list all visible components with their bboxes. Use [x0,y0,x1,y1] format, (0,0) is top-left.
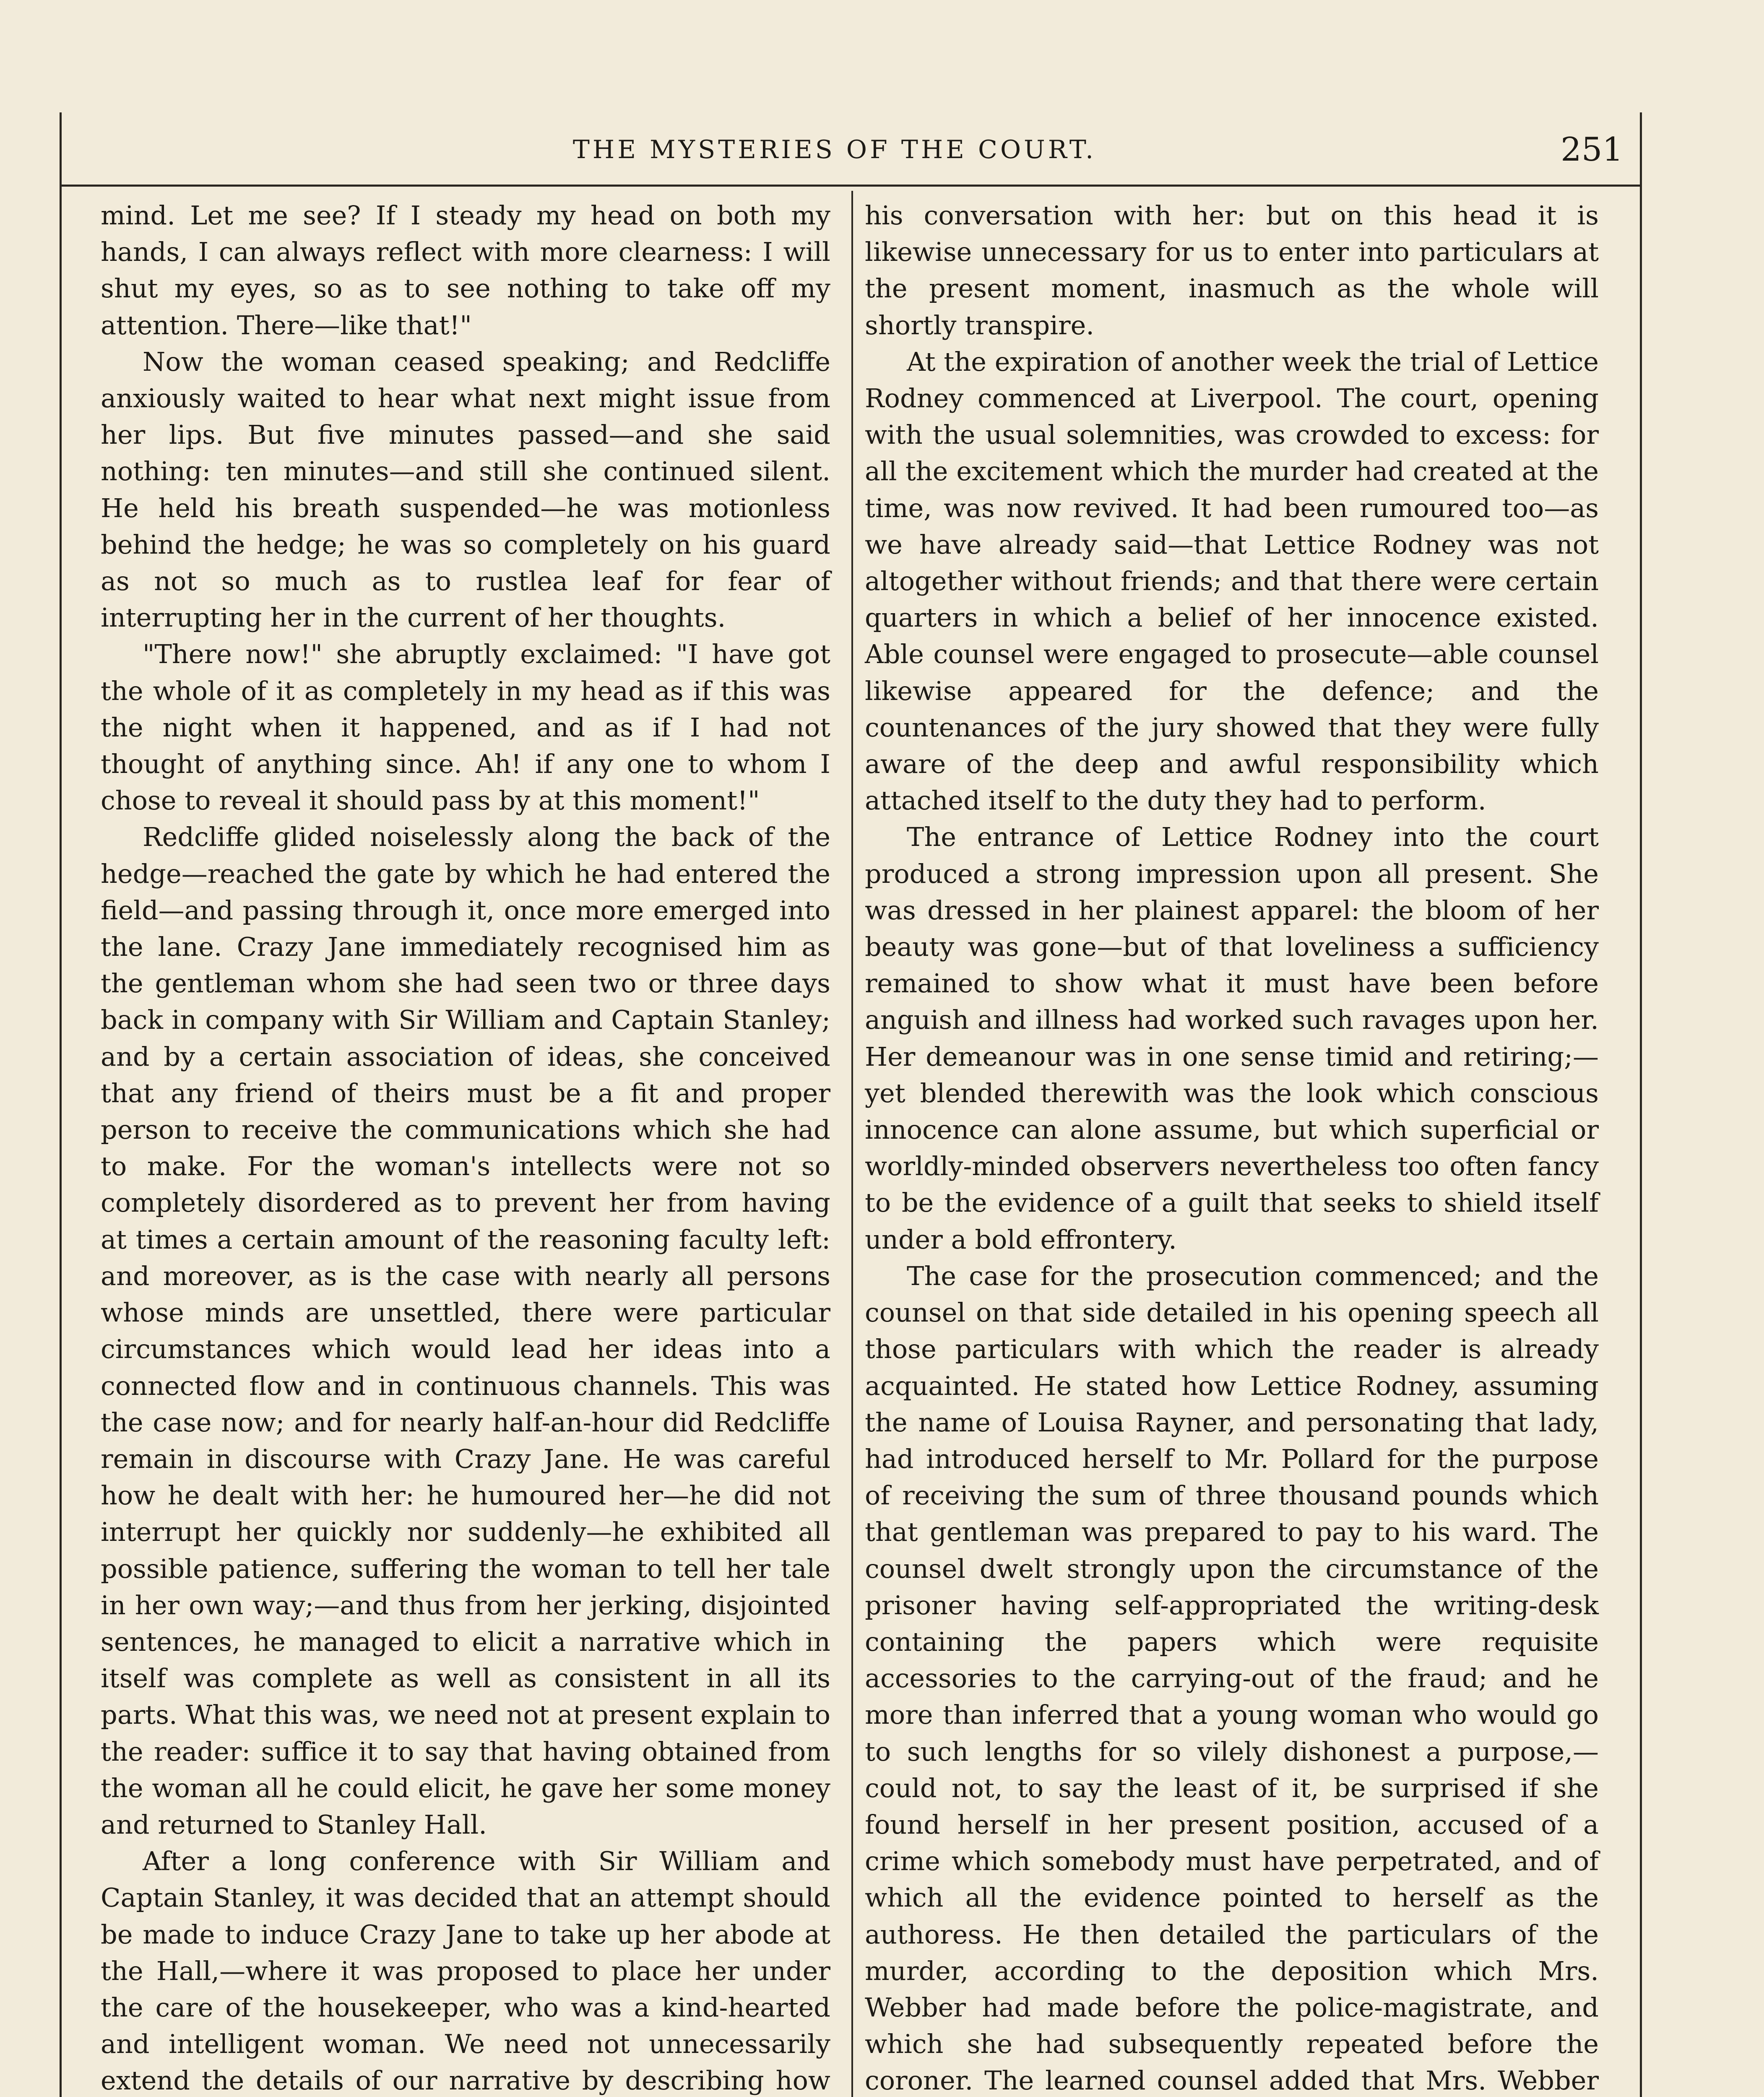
paragraph: After a long conference with Sir William and Captain Stanley, it was decided that an attempt should be made to induce Crazy Jane to take up her abode at the Hall,—where it was proposed to place her under the care of the housekeeper, who was a kind-hearted and intelligent woman. We need not unnecessarily extend the details of our narrative by describing how [101,1846,830,2096]
paragraph: Now the woman ceased speaking; and Redcliffe anxiously waited to hear what next might issue from her lips. But five minutes passed—and she said nothing: ten minutes—and still she continued silent. He held his breath suspended—he was motionless behind the hedge; he was so completely on his guard as not so much as to rustlea leaf for fear of interrupting her in the current of her thoughts. [101,346,830,633]
paragraph: The entrance of Lettice Rodney into the court produced a strong impression upon all present. She was dressed in her plainest apparel: the bloom of her beauty was gone—but of that loveliness a sufficiency remained to show what it must have been before anguish and illness had worked such ravages upon her. Her demeanour was in one sense timid and retiring;—yet blended therewith was the look which conscious innocence can alone assume, but which superficial or worldly-minded observers nevertheless too often fancy to be the evidence of a guilt that seeks to shield itself under a bold effrontery. [865,822,1599,1255]
left-border-rule [60,112,62,2097]
paragraph: "There now!" she abruptly exclaimed: "I have got the whole of it as completely in my head as if this was the night when it happened, and as if I had not thought of anything since. Ah! if any one to whom I chose to reveal it should pass by at this moment!" [101,639,830,816]
paragraph: At the expiration of another week the trial of Lettice Rodney commenced at Liverpool. The court, opening with the usual solemnities, was crowded to excess: for all the excitement which the murder had created at the time, was now revived. It had been rumoured too—as we have already said—that Lettice Rodney was not altogether without friends; and that there were certain quarters in which a belief of her innocence existed. Able counsel were engaged to prosecute—able counsel likewise appeared for the defence; and the countenances of the jury showed that they were fully aware of the deep and awful responsibility which attached itself to the duty they had to perform. [865,346,1599,816]
running-head: THE MYSTERIES OF THE COURT. [572,135,1097,164]
right-border-rule [1640,112,1642,2097]
page-number: 251 [1561,131,1623,169]
paragraph: Redcliffe glided noiselessly along the back of the hedge—reached the gate by which he had entered the field—and passing through it, once more emerged into the lane. Crazy Jane immediately recognised him as the gentleman whom she had seen two or three days back in company with Sir William and Captain Stanley; and by a certain association of ideas, she conceived that any friend of theirs must be a fit and proper person to receive the communications which she had to make. For the woman's intellects were not so completely disordered as to prevent her from having at times a certain amount of the reasoning faculty left: and moreover, as is the case with nearly all persons whose minds are unsettled, there were particular circumstances which would lead her ideas into a connected flow and in continuous channels. This was the case now; and for nearly half-an-hour did Redcliffe remain in discourse with Crazy Jane. He was careful how he dealt with her: he humoured her—he did not interrupt her quickly nor suddenly—he exhibited all possible patience, suffering the woman to tell her tale in her own way;—and thus from her jerking, disjointed sentences, he managed to elicit a narrative which in itself was complete as well as consistent in all its parts. What this was, we need not at present explain to the reader: suffice it to say that having obtained from the woman all he could elicit, he gave her some money and returned to Stanley Hall. [101,822,830,1840]
column-divider [851,191,853,2097]
left-column [101,197,830,2097]
right-column [865,197,1599,2097]
paragraph: The case for the prosecution commenced; and the counsel on that side detailed in his opening speech all those particulars with which the reader is already acquainted. He stated how Lettice Rodney, assuming the name of Louisa Rayner, and personating that lady, had introduced herself to Mr. Pollard for the purpose of receiving the sum of three thousand pounds which that gentleman was prepared to pay to his ward. The counsel dwelt strongly upon the circumstance of the prisoner having self-appropriated the writing-desk containing the papers which were requisite accessories to the carrying-out of the fraud; and he more than inferred that a young woman who would go to such lengths for so vilely dishonest a purpose,—could not, to say the least of it, be surprised if she found herself in her present position, accused of a crime which somebody must have perpetrated, and of which all the evidence pointed to herself as the authoress. He then detailed the particulars of the murder, according to the deposition which Mrs. Webber had made before the police-magistrate, and which she had subsequently repeated before the coroner. The learned counsel added that Mrs. Webber [865,1260,1599,2096]
paragraph: mind. Let me see? If I steady my head on both my hands, I can always reflect with more clearness: I will shut my eyes, so as to see nothing to take off my attention. There—like that!" [101,200,830,341]
header-rule [60,185,1642,187]
paragraph: his conversation with her: but on this head it is likewise unnecessary for us to enter into particulars at the present moment, inasmuch as the whole will shortly transpire. [865,200,1599,341]
